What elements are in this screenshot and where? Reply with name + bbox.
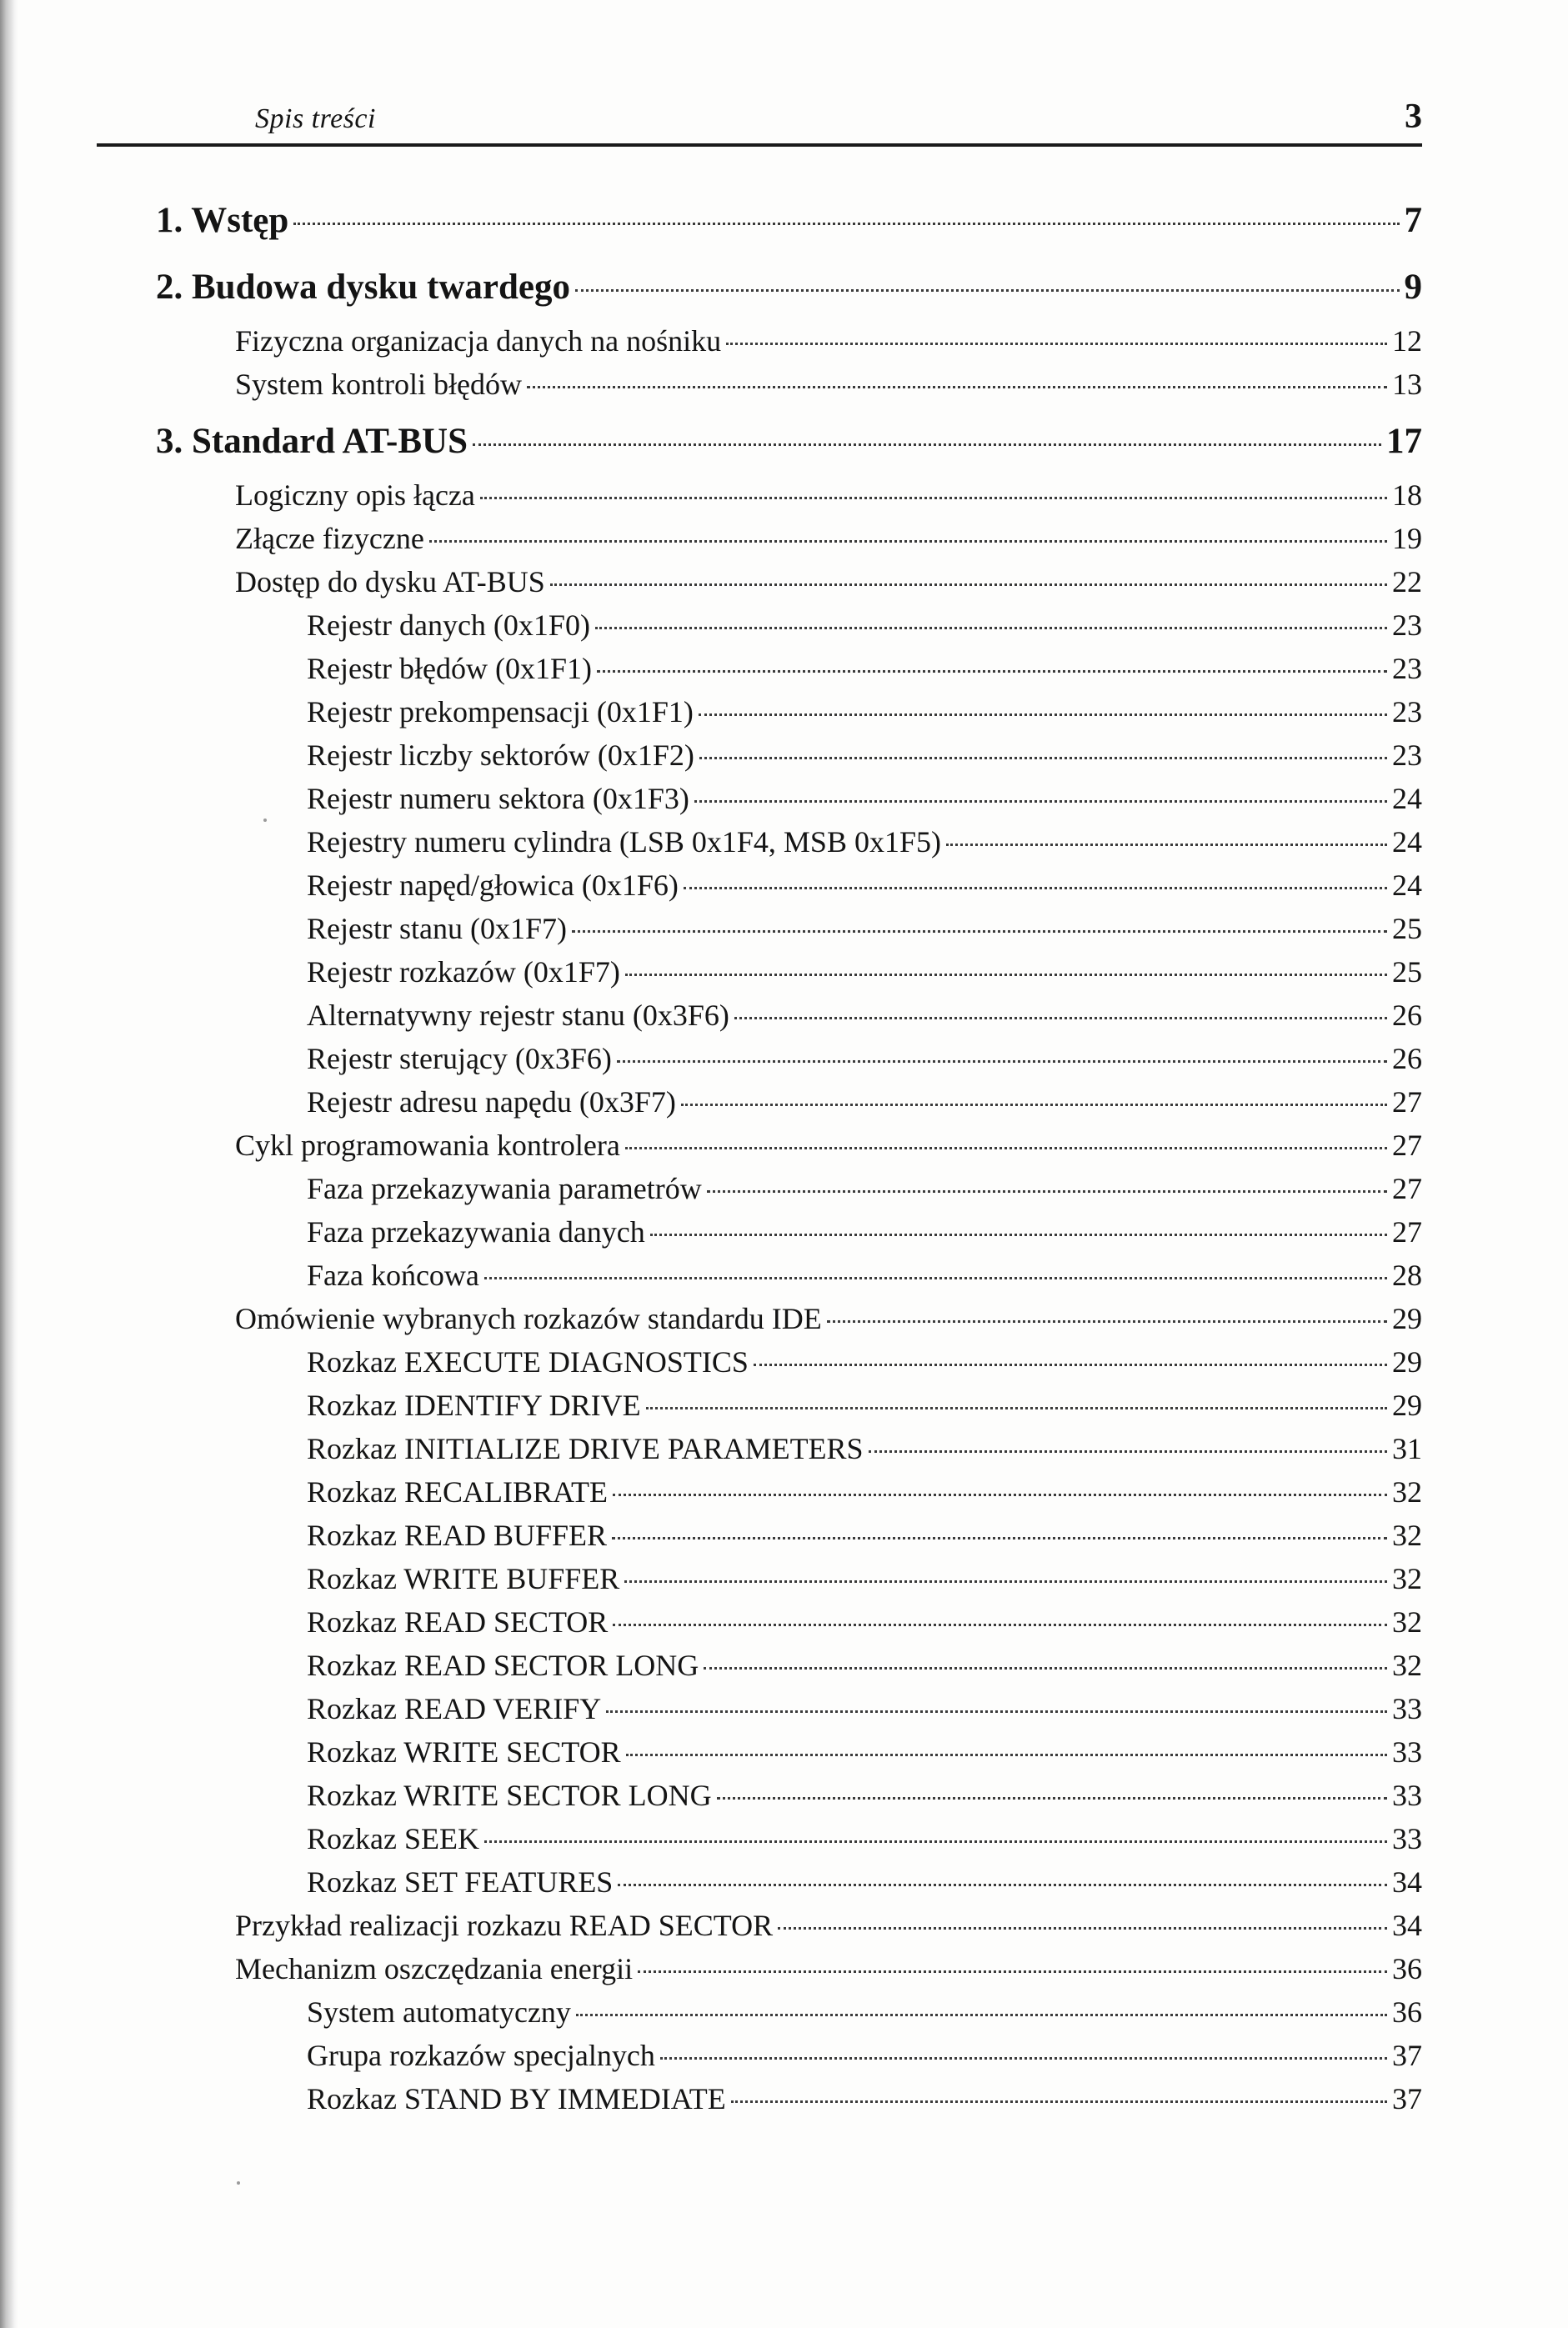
dot-leader bbox=[550, 583, 1387, 586]
toc-entry-page: 27 bbox=[1392, 1215, 1422, 1249]
toc-entry-title: Rejestr adresu napędu (0x3F7) bbox=[307, 1085, 676, 1119]
toc-entry bbox=[307, 651, 1422, 686]
toc-entry bbox=[307, 1214, 1422, 1249]
toc-entry-title: Faza przekazywania parametrów bbox=[307, 1172, 702, 1205]
dot-leader bbox=[576, 2014, 1387, 2016]
toc-entry-page: 23 bbox=[1392, 738, 1422, 772]
dot-leader bbox=[480, 497, 1387, 499]
toc-entry-page: 37 bbox=[1392, 2039, 1422, 2072]
dot-leader bbox=[694, 800, 1387, 803]
toc-entry bbox=[307, 1084, 1422, 1119]
dot-leader bbox=[527, 386, 1387, 388]
toc-entry bbox=[307, 781, 1422, 816]
toc-entry-title: Rozkaz READ SECTOR LONG bbox=[307, 1649, 699, 1682]
toc-entry-title: Grupa rozkazów specjalnych bbox=[307, 2039, 655, 2072]
toc-entry bbox=[307, 2038, 1422, 2073]
toc-entry-title: Faza przekazywania danych bbox=[307, 1215, 645, 1249]
toc-entry bbox=[307, 911, 1422, 946]
toc-entry bbox=[307, 1171, 1422, 1206]
toc-entry-title: Rejestr prekompensacji (0x1F1) bbox=[307, 695, 694, 728]
toc-entry-title: System kontroli błędów bbox=[235, 368, 522, 401]
toc-entry-page: 36 bbox=[1392, 1995, 1422, 2029]
toc-entry bbox=[307, 1041, 1422, 1076]
toc-entry bbox=[307, 1474, 1422, 1509]
toc-entry bbox=[235, 323, 1422, 358]
toc-entry-page: 32 bbox=[1392, 1562, 1422, 1595]
toc-entry bbox=[307, 868, 1422, 903]
toc-entry-title: Cykl programowania kontrolera bbox=[235, 1129, 620, 1162]
toc-entry bbox=[307, 1691, 1422, 1726]
toc-entry bbox=[307, 1258, 1422, 1293]
dot-leader bbox=[429, 540, 1387, 543]
dot-leader bbox=[624, 1580, 1387, 1583]
dot-leader bbox=[625, 1147, 1387, 1149]
toc-entry-page: 34 bbox=[1392, 1865, 1422, 1899]
toc-entry-title: Rozkaz INITIALIZE DRIVE PARAMETERS bbox=[307, 1432, 864, 1465]
toc-entry-title: Dostęp do dysku AT-BUS bbox=[235, 565, 545, 598]
dot-leader bbox=[595, 627, 1387, 629]
dot-leader bbox=[473, 443, 1381, 446]
toc-entry bbox=[307, 1518, 1422, 1553]
toc-entry-title: Złącze fizyczne bbox=[235, 522, 424, 555]
toc-entry-title: 2. Budowa dysku twardego bbox=[156, 268, 570, 307]
toc-entry-page: 25 bbox=[1392, 955, 1422, 989]
toc-entry-page: 27 bbox=[1392, 1085, 1422, 1119]
toc-entry bbox=[156, 200, 1422, 241]
toc-entry bbox=[307, 2081, 1422, 2116]
dot-leader bbox=[704, 1667, 1387, 1670]
running-head bbox=[97, 97, 1422, 147]
toc-entry-title: Rejestry numeru cylindra (LSB 0x1F4, MSB 0x1F5) bbox=[307, 825, 941, 859]
toc-entry-title: Mechanizm oszczędzania energii bbox=[235, 1952, 634, 1985]
dot-leader bbox=[699, 713, 1387, 716]
dot-leader bbox=[626, 1754, 1387, 1756]
toc-entry-page: 13 bbox=[1392, 368, 1422, 401]
toc-entry-title: Rejestr danych (0x1F0) bbox=[307, 608, 590, 642]
toc-entry-title: Omówienie wybranych rozkazów standardu IDE bbox=[235, 1302, 822, 1335]
toc-entry bbox=[307, 1605, 1422, 1640]
toc-entry bbox=[235, 564, 1422, 599]
dot-leader bbox=[484, 1277, 1387, 1279]
toc-entry-title: Rejestr rozkazów (0x1F7) bbox=[307, 955, 620, 989]
dot-leader bbox=[707, 1190, 1387, 1193]
toc-entry-title: Rozkaz STAND BY IMMEDIATE bbox=[307, 2082, 726, 2115]
dot-leader bbox=[618, 1884, 1387, 1886]
toc-entry bbox=[307, 738, 1422, 773]
toc-entry-title: Rozkaz IDENTIFY DRIVE bbox=[307, 1389, 641, 1422]
binding-shadow bbox=[0, 0, 18, 2328]
toc-entry-page: 33 bbox=[1392, 1822, 1422, 1855]
toc-entry bbox=[235, 1301, 1422, 1336]
dot-leader bbox=[869, 1450, 1387, 1453]
dot-leader bbox=[660, 2057, 1387, 2060]
dot-leader bbox=[731, 2100, 1387, 2103]
toc-entry-page: 33 bbox=[1392, 1779, 1422, 1812]
toc-entry bbox=[307, 1778, 1422, 1813]
toc-entry-page: 23 bbox=[1392, 608, 1422, 642]
dot-leader bbox=[717, 1797, 1387, 1800]
running-title: Spis treści bbox=[255, 103, 376, 134]
toc-entry-title: Rozkaz EXECUTE DIAGNOSTICS bbox=[307, 1345, 749, 1379]
toc-entry-page: 22 bbox=[1392, 565, 1422, 598]
toc-entry-title: Rozkaz RECALIBRATE bbox=[307, 1475, 608, 1509]
dot-leader bbox=[575, 289, 1400, 292]
toc-entry-title: Faza końcowa bbox=[307, 1259, 479, 1292]
dot-leader bbox=[612, 1537, 1387, 1539]
toc-entry bbox=[307, 954, 1422, 989]
header-rule bbox=[97, 143, 1422, 147]
toc-entry-page: 29 bbox=[1392, 1389, 1422, 1422]
dot-leader bbox=[778, 1927, 1387, 1930]
toc-entry-title: Rejestr numeru sektora (0x1F3) bbox=[307, 782, 689, 815]
toc-entry bbox=[307, 1431, 1422, 1466]
toc-entry bbox=[235, 1951, 1422, 1986]
toc-entry-page: 18 bbox=[1392, 478, 1422, 512]
toc-entry bbox=[307, 824, 1422, 859]
toc-entry-page: 26 bbox=[1392, 1042, 1422, 1075]
toc-entry-page: 24 bbox=[1392, 869, 1422, 902]
scan-speck bbox=[237, 2181, 240, 2185]
toc-entry-title: 1. Wstęp bbox=[156, 201, 289, 240]
dot-leader bbox=[293, 223, 1399, 225]
toc-entry-page: 29 bbox=[1392, 1302, 1422, 1335]
dot-leader bbox=[726, 343, 1387, 345]
dot-leader bbox=[754, 1364, 1387, 1366]
toc-entry-page: 26 bbox=[1392, 999, 1422, 1032]
toc-entry-page: 19 bbox=[1392, 522, 1422, 555]
toc-entry-page: 17 bbox=[1386, 422, 1422, 461]
toc-entry-page: 24 bbox=[1392, 825, 1422, 859]
toc-entry-title: Alternatywny rejestr stanu (0x3F6) bbox=[307, 999, 729, 1032]
toc-entry-page: 23 bbox=[1392, 695, 1422, 728]
dot-leader bbox=[699, 757, 1387, 759]
toc-entry-title: Rejestr błędów (0x1F1) bbox=[307, 652, 592, 685]
toc-entry bbox=[156, 421, 1422, 462]
dot-leader bbox=[650, 1234, 1387, 1236]
toc-entry-page: 31 bbox=[1392, 1432, 1422, 1465]
toc-entry-page: 27 bbox=[1392, 1129, 1422, 1162]
toc-entry-title: Rejestr sterujący (0x3F6) bbox=[307, 1042, 612, 1075]
dot-leader bbox=[484, 1840, 1387, 1843]
toc-entry-page: 32 bbox=[1392, 1649, 1422, 1682]
toc-entry-title: Rejestr liczby sektorów (0x1F2) bbox=[307, 738, 694, 772]
toc-entry bbox=[156, 267, 1422, 308]
toc-entry-title: Przykład realizacji rozkazu READ SECTOR bbox=[235, 1909, 774, 1942]
toc-entry bbox=[235, 521, 1422, 556]
toc-entry-title: Rozkaz SEEK bbox=[307, 1822, 479, 1855]
toc-entry-page: 32 bbox=[1392, 1605, 1422, 1639]
toc-entry bbox=[307, 694, 1422, 729]
toc-entry-page: 24 bbox=[1392, 782, 1422, 815]
toc-entry-page: 28 bbox=[1392, 1259, 1422, 1292]
toc-entry-page: 36 bbox=[1392, 1952, 1422, 1985]
dot-leader bbox=[684, 887, 1387, 889]
toc-entry-title: Logiczny opis łącza bbox=[235, 478, 475, 512]
toc-entry-page: 32 bbox=[1392, 1519, 1422, 1552]
toc-entry bbox=[307, 1995, 1422, 2030]
toc-entry-title: Rozkaz WRITE SECTOR LONG bbox=[307, 1779, 712, 1812]
toc-entry-title: System automatyczny bbox=[307, 1995, 571, 2029]
dot-leader bbox=[734, 1017, 1387, 1019]
toc-entry bbox=[235, 1128, 1422, 1163]
dot-leader bbox=[572, 930, 1387, 933]
toc-entry-page: 27 bbox=[1392, 1172, 1422, 1205]
toc-entry-title: Rejestr stanu (0x1F7) bbox=[307, 912, 567, 945]
toc-entry-page: 37 bbox=[1392, 2082, 1422, 2115]
toc-entry-page: 32 bbox=[1392, 1475, 1422, 1509]
toc-entry-title: Rozkaz WRITE SECTOR bbox=[307, 1735, 621, 1769]
dot-leader bbox=[625, 974, 1387, 976]
toc-entry-title: Rozkaz READ VERIFY bbox=[307, 1692, 602, 1725]
toc-entry-title: Rozkaz READ SECTOR bbox=[307, 1605, 609, 1639]
toc-entry-title: 3. Standard AT-BUS bbox=[156, 422, 468, 461]
dot-leader bbox=[597, 670, 1387, 673]
toc-entry-title: Rozkaz WRITE BUFFER bbox=[307, 1562, 620, 1595]
dot-leader bbox=[646, 1407, 1387, 1409]
toc-entry bbox=[307, 1561, 1422, 1596]
toc-entry-page: 29 bbox=[1392, 1345, 1422, 1379]
toc-entry-page: 33 bbox=[1392, 1692, 1422, 1725]
toc-entry-page: 33 bbox=[1392, 1735, 1422, 1769]
toc-entry bbox=[307, 1735, 1422, 1770]
toc-entry bbox=[307, 1821, 1422, 1856]
toc-entry-page: 25 bbox=[1392, 912, 1422, 945]
toc-entry-title: Rozkaz READ BUFFER bbox=[307, 1519, 607, 1552]
dot-leader bbox=[681, 1104, 1387, 1106]
dot-leader bbox=[606, 1710, 1387, 1713]
toc-entry-title: Rozkaz SET FEATURES bbox=[307, 1865, 614, 1899]
toc-entry-page: 9 bbox=[1404, 268, 1422, 307]
scan-speck bbox=[263, 819, 267, 822]
toc-entry-page: 12 bbox=[1392, 324, 1422, 358]
toc-entry bbox=[307, 1865, 1422, 1900]
page-number: 3 bbox=[1405, 98, 1422, 136]
toc-entry bbox=[307, 1388, 1422, 1423]
dot-leader bbox=[613, 1494, 1387, 1496]
dot-leader bbox=[613, 1624, 1387, 1626]
toc-entry bbox=[307, 1648, 1422, 1683]
dot-leader bbox=[946, 844, 1387, 846]
toc-entry-page: 7 bbox=[1404, 201, 1422, 240]
toc-entry bbox=[307, 998, 1422, 1033]
toc-entry-title: Rejestr napęd/głowica (0x1F6) bbox=[307, 869, 679, 902]
toc-entry bbox=[235, 367, 1422, 402]
toc-entry-page: 23 bbox=[1392, 652, 1422, 685]
dot-leader bbox=[617, 1060, 1387, 1063]
toc-entry bbox=[307, 1344, 1422, 1379]
toc-entry-title: Fizyczna organizacja danych na nośniku bbox=[235, 324, 722, 358]
toc-entry bbox=[307, 608, 1422, 643]
dot-leader bbox=[638, 1970, 1387, 1973]
toc-entry bbox=[235, 478, 1422, 513]
toc-entry bbox=[235, 1908, 1422, 1943]
dot-leader bbox=[827, 1320, 1387, 1323]
toc-entry-page: 34 bbox=[1392, 1909, 1422, 1942]
